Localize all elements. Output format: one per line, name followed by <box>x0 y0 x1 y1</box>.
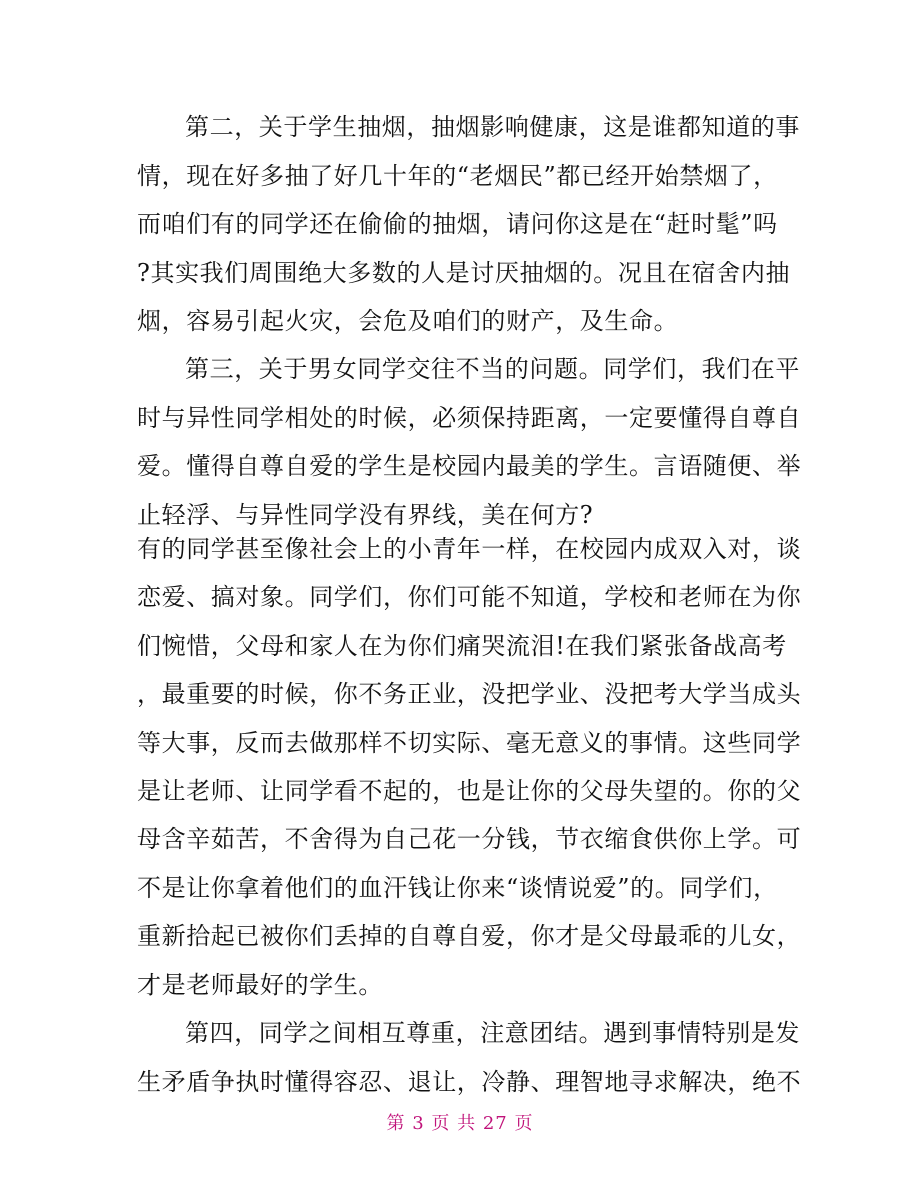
text-line: 第三，关于男女同学交往不当的问题。同学们，我们在平 <box>185 355 800 383</box>
text-line: 第二，关于学生抽烟，抽烟影响健康，这是谁都知道的事 <box>185 113 800 141</box>
text-line: 爱。懂得自尊自爱的学生是校园内最美的学生。言语随便、举 <box>137 452 802 480</box>
text-line: 不是让你拿着他们的血汗钱让你来“谈情说爱”的。同学们， <box>137 874 778 902</box>
text-line: 恋爱、搞对象。同学们，你们可能不知道，学校和老师在为你 <box>137 583 802 611</box>
text-line: 情，现在好多抽了好几十年的“老烟民”都已经开始禁烟了， <box>137 162 778 190</box>
text-line: ?其实我们周围绝大多数的人是讨厌抽烟的。况且在宿舍内抽 <box>137 259 791 287</box>
text-line: 是让老师、让同学看不起的，也是让你的父母失望的。你的父 <box>137 777 802 805</box>
page-number: 第 3 页 共 27 页 <box>386 1113 534 1134</box>
text-line: 而咱们有的同学还在偷偷的抽烟，请问你这是在“赶时髦”吗 <box>137 210 778 238</box>
text-line: 时与异性同学相处的时候，必须保持距离，一定要懂得自尊自 <box>137 404 802 432</box>
text-line: 等大事，反而去做那样不切实际、毫无意义的事情。这些同学 <box>137 729 802 757</box>
text-line: 才是老师最好的学生。 <box>137 971 383 999</box>
text-line: 重新拾起已被你们丢掉的自尊自爱，你才是父母最乖的儿女， <box>137 922 802 950</box>
text-line: ，最重要的时候，你不务正业，没把学业、没把考大学当成头 <box>137 680 802 708</box>
text-line: 生矛盾争执时懂得容忍、退让，冷静、理智地寻求解决，绝不 <box>137 1068 802 1096</box>
text-line: 第四，同学之间相互尊重，注意团结。遇到事情特别是发 <box>185 1019 800 1047</box>
text-line: 有的同学甚至像社会上的小青年一样，在校园内成双入对，谈 <box>137 535 802 563</box>
text-line: 母含辛茹苦，不舍得为自己花一分钱，节衣缩食供你上学。可 <box>137 825 802 853</box>
text-line: 止轻浮、与异性同学没有界线，美在何方? <box>137 501 594 529</box>
text-line: 烟，容易引起火灾，会危及咱们的财产，及生命。 <box>137 307 679 335</box>
text-line: 们惋惜，父母和家人在为你们痛哭流泪!在我们紧张备战高考 <box>137 632 787 660</box>
